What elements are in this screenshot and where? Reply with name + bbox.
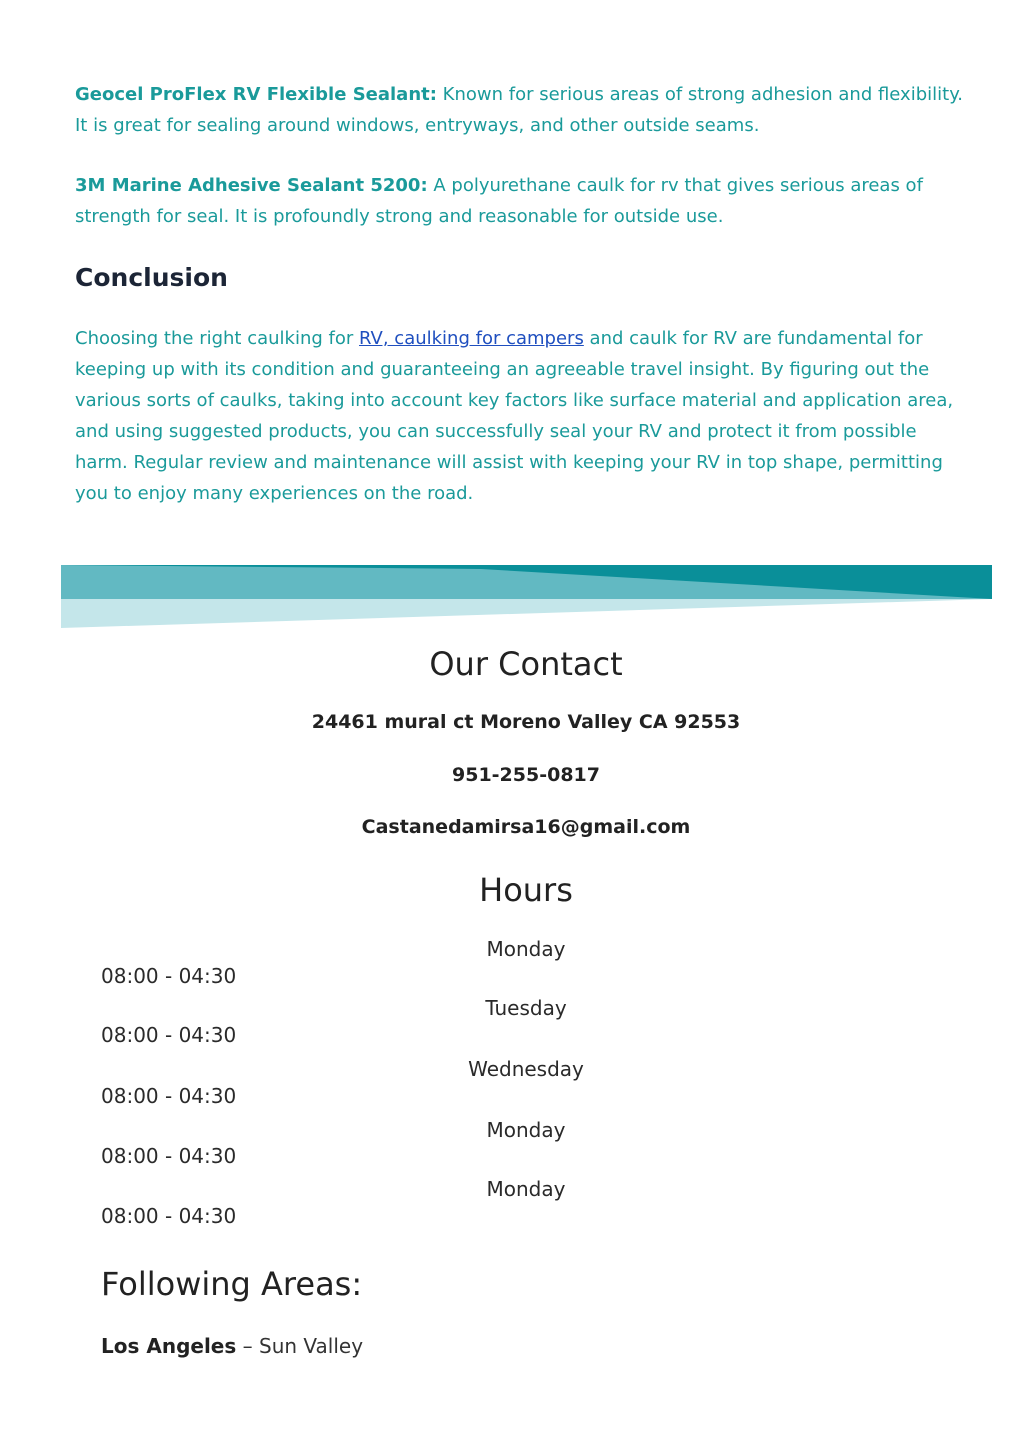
product-3m-paragraph [75, 170, 975, 232]
product-description: Known for serious areas of strong adhesion and flexibility. It is great for sealing around windows, entryways, and other outside seams. [75, 84, 964, 136]
area-sub: Sun Valley [259, 1334, 364, 1358]
area-item [101, 1334, 363, 1358]
hours-day: Monday [486, 937, 566, 961]
conclusion-text-start: Choosing the right caulking for [75, 328, 360, 349]
hours-day: Monday [486, 1118, 566, 1142]
contact-email[interactable]: Castanedamirsa16@gmail.com [361, 816, 691, 838]
hours-day: Monday [486, 1177, 566, 1201]
hours-day: Tuesday [485, 996, 567, 1020]
hours-time: 08:00 - 04:30 [101, 964, 237, 988]
hours-time: 08:00 - 04:30 [101, 1204, 237, 1228]
areas-title: Following Areas: [101, 1265, 363, 1303]
product-name: Geocel ProFlex RV Flexible Sealant: [75, 84, 437, 105]
product-geocel-paragraph [75, 79, 975, 141]
hours-day: Wednesday [468, 1057, 584, 1081]
conclusion-heading: Conclusion [75, 263, 228, 292]
hours-time: 08:00 - 04:30 [101, 1023, 237, 1047]
conclusion-text-end: and caulk for RV are fundamental for keeping up with its condition and guaranteeing an agreeable travel insight. By figuring out the various sorts of caulks, taking into account key factors like surface material and application area, and using suggested products, you can successfully seal your RV and protect it from possible harm. Regular review and maintenance will assist with keeping your RV in top shape, permitting you to enjoy many experiences on the road. [75, 328, 954, 504]
area-city: Los Angeles [101, 1334, 237, 1358]
banner-light-band [61, 599, 992, 628]
product-description: A polyurethane caulk for rv that gives serious areas of strength for seal. It is profoundly strong and reasonable for outside use. [75, 175, 923, 227]
hours-time: 08:00 - 04:30 [101, 1084, 237, 1108]
product-name: 3M Marine Adhesive Sealant 5200: [75, 175, 428, 196]
hours-title: Hours [479, 871, 573, 909]
area-separator: – [236, 1334, 259, 1358]
hours-time: 08:00 - 04:30 [101, 1144, 237, 1168]
contact-title: Our Contact [429, 645, 623, 683]
contact-address: 24461 mural ct Moreno Valley CA 92553 [311, 711, 741, 733]
contact-phone[interactable]: 951-255-0817 [452, 764, 600, 786]
decorative-banner [61, 565, 992, 628]
conclusion-paragraph [75, 323, 975, 509]
rv-caulking-link[interactable]: RV, caulking for campers [359, 328, 584, 349]
